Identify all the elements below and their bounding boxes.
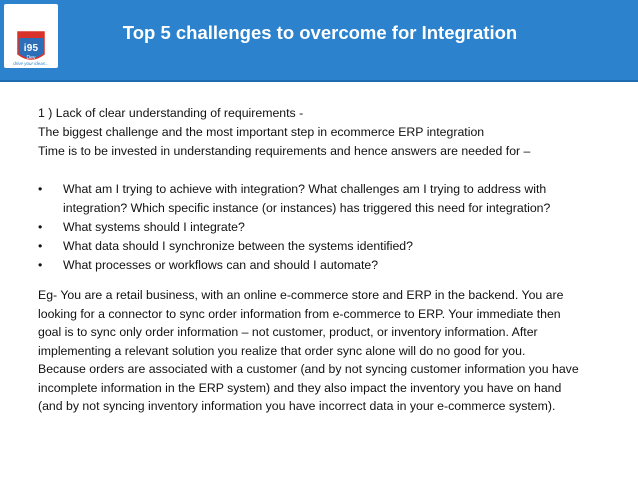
- example-paragraph: [38, 286, 610, 416]
- header-bar: [0, 0, 638, 82]
- spacer: [38, 161, 610, 180]
- paragraph-line: Because orders are associated with a customer (and by not syncing customer information you have: [38, 362, 579, 376]
- question-list: [38, 180, 610, 275]
- paragraph-line: incomplete information in the ERP system) and they also impact the inventory you have on hand: [38, 380, 562, 395]
- logo-sub-text: Dev: [26, 55, 36, 61]
- paragraph-line: goal is to sync only order information – not customer, product, or inventory information. After: [38, 325, 538, 339]
- list-item-text: integration? Which specific instance (or instances) has triggered this need for integration?: [63, 201, 551, 215]
- intro-line-2: Time is to be invested in understanding requirements and hence answers are needed for –: [38, 144, 531, 158]
- paragraph-line: Eg- You are a retail business, with an online e-commerce store and ERP in the backend. You are: [38, 288, 564, 302]
- bullet-icon: •: [38, 239, 43, 253]
- company-logo: [4, 4, 58, 68]
- list-item: [38, 256, 610, 275]
- slide-title: Top 5 challenges to overcome for Integration: [122, 22, 518, 43]
- bullet-icon: •: [38, 220, 43, 234]
- list-item-text: What data should I synchronize between the systems identified?: [63, 239, 413, 253]
- intro-line-1: The biggest challenge and the most important step in ecommerce ERP integration: [38, 125, 485, 139]
- bullet-icon: •: [38, 182, 43, 196]
- section-heading: 1 ) Lack of clear understanding of requirements -: [38, 106, 304, 120]
- list-item-text: What systems should I integrate?: [63, 220, 245, 234]
- paragraph-line: (and by not syncing inventory information you have incorrect data in your e-commerce system).: [38, 399, 556, 413]
- paragraph-line: looking for a connector to sync order information from e-commerce to ERP. Your immediate then: [38, 306, 561, 321]
- list-item: [38, 237, 610, 256]
- slide-body: [38, 104, 610, 416]
- list-item-text: What processes or workflows can and should I automate?: [63, 258, 379, 272]
- logo-tagline: drive your ideas...: [13, 61, 49, 66]
- list-item-text: What am I trying to achieve with integration? What challenges am I trying to address with: [63, 182, 547, 196]
- list-item: [38, 218, 610, 237]
- list-item: [38, 180, 610, 218]
- paragraph-line: implementing a relevant solution you realize that order sync alone will do no good for you.: [38, 343, 526, 358]
- bullet-icon: •: [38, 258, 43, 272]
- logo-badge-text: i95: [23, 43, 39, 54]
